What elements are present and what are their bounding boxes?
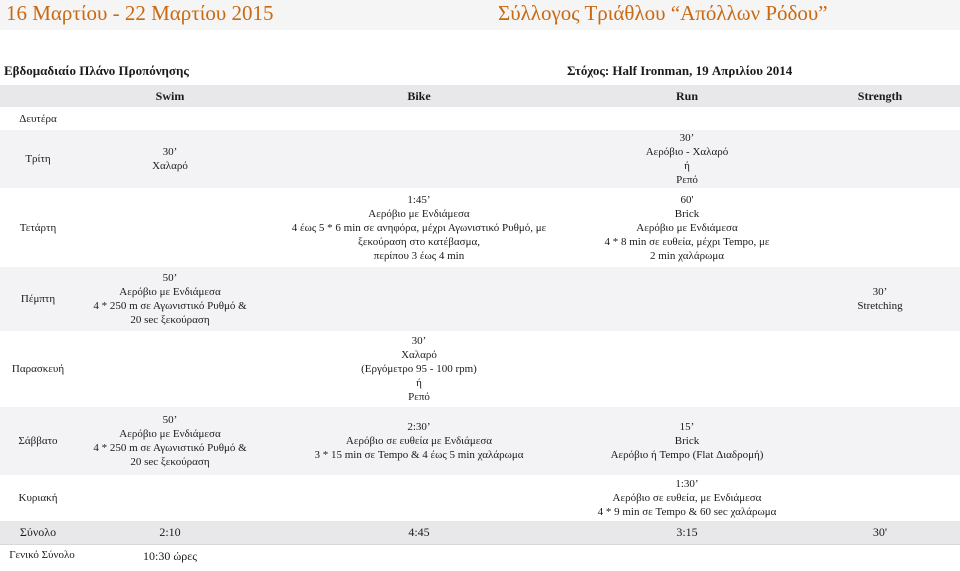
col-header-bike: Bike <box>264 85 574 107</box>
day-sunday: Κυριακή <box>18 492 58 504</box>
session-line: 50’ <box>162 414 178 426</box>
session-line: 1:30’ <box>675 478 699 490</box>
session-line: 4 έως 5 * 6 min σε ανηφόρα, μέχρι Αγωνιστικό Ρυθμό, με <box>291 221 547 234</box>
session-sat-swim <box>76 407 264 475</box>
session-line: Αερόβιο σε ευθεία με Ενδιάμεσα <box>345 435 493 447</box>
session-line: 4 * 250 m σε Αγωνιστικό Ρυθμό & <box>93 442 247 454</box>
header-dates: 16 Μαρτίου - 22 Μαρτίου 2015 <box>6 1 274 25</box>
session-line: Χαλαρό <box>401 349 437 361</box>
session-line: Αερόβιο - Χαλαρό <box>645 146 729 158</box>
day-monday: Δευτέρα <box>19 113 57 125</box>
session-line: 15’ <box>679 421 695 433</box>
totals-run: 3:15 <box>676 525 698 539</box>
day-tuesday: Τρίτη <box>25 153 51 165</box>
totals-label: Σύνολο <box>19 525 57 539</box>
session-line: περίπου 3 έως 4 min <box>373 249 465 262</box>
session-line: ξεκούραση στο κατέβασμα, <box>357 235 480 248</box>
session-line: 30’ <box>411 335 427 347</box>
totals-strength: 30' <box>872 525 888 539</box>
session-sat-run <box>574 407 800 475</box>
session-line: 30’ <box>679 132 695 144</box>
session-line: 2:30’ <box>407 421 431 433</box>
session-line: 2 min χαλάρωμα <box>649 249 724 262</box>
session-line: Αερόβιο με Ενδιάμεσα <box>119 286 221 298</box>
session-thu-swim <box>76 267 264 331</box>
col-header-run: Run <box>574 85 800 107</box>
day-thursday: Πέμπτη <box>20 293 56 305</box>
session-line: Αερόβιο με Ενδιάμεσα <box>368 207 470 220</box>
grand-total-value: 10:30 ώρες <box>142 549 197 563</box>
session-wed-run <box>574 188 800 267</box>
plan-title: Εβδομαδιαίο Πλάνο Προπόνησης <box>4 63 189 78</box>
session-line: Χαλαρό <box>152 160 188 172</box>
session-line: Ρεπό <box>676 174 698 186</box>
grand-total-label: Γενικό Σύνολο <box>9 549 75 561</box>
day-wednesday: Τετάρτη <box>19 221 57 234</box>
page-header <box>0 0 960 30</box>
session-line: Ρεπό <box>408 391 430 403</box>
session-line: 30’ <box>872 286 888 298</box>
session-line: 20 sec ξεκούραση <box>130 456 210 468</box>
col-header-swim: Swim <box>76 85 264 107</box>
session-line: Αερόβιο ή Tempo (Flat Διαδρομή) <box>610 449 764 461</box>
session-line: 4 * 9 min σε Tempo & 60 sec χαλάρωμα <box>597 506 777 518</box>
session-sun-run <box>574 475 800 521</box>
session-line: (Εργόμετρο 95 - 100 rpm) <box>361 363 477 375</box>
session-line: 50’ <box>162 272 178 284</box>
session-thu-strength <box>800 267 960 331</box>
session-line: 60' <box>680 193 694 206</box>
session-line: 4 * 250 m σε Αγωνιστικό Ρυθμό & <box>93 300 247 312</box>
col-header-blank <box>0 85 76 107</box>
session-line: Αερόβιο με Ενδιάμεσα <box>119 428 221 440</box>
plan-goal: Στόχος: Half Ironman, 19 Απριλίου 2014 <box>567 63 793 78</box>
session-line: 3 * 15 min σε Tempo & 4 έως 5 min χαλάρωμα <box>314 449 524 461</box>
session-line: Stretching <box>857 300 903 312</box>
session-line: 1:45’ <box>407 193 431 206</box>
session-sat-bike <box>264 407 574 475</box>
session-line: 4 * 8 min σε ευθεία, μέχρι Tempo, με <box>604 235 770 248</box>
session-fri-bike <box>264 331 574 407</box>
session-wed-bike <box>264 188 574 267</box>
session-tue-swim <box>76 130 264 188</box>
totals-swim: 2:10 <box>159 525 181 539</box>
totals-bike: 4:45 <box>408 525 430 539</box>
session-line: Brick <box>674 207 700 220</box>
session-line: 30’ <box>162 146 178 158</box>
header-club: Σύλλογος Τριάθλου “Απόλλων Ρόδου” <box>498 1 828 25</box>
session-line: Αερόβιο με Ενδιάμεσα <box>636 221 738 234</box>
session-line: Αερόβιο σε ευθεία, με Ενδιάμεσα <box>612 492 762 504</box>
session-line: ή <box>416 377 422 389</box>
day-friday: Παρασκευή <box>11 363 65 375</box>
session-tue-run <box>574 130 800 188</box>
session-line: Brick <box>674 435 700 447</box>
col-header-strength: Strength <box>800 85 960 107</box>
session-line: 20 sec ξεκούραση <box>130 314 210 326</box>
day-saturday: Σάββατο <box>18 435 58 447</box>
session-line: ή <box>684 160 690 172</box>
